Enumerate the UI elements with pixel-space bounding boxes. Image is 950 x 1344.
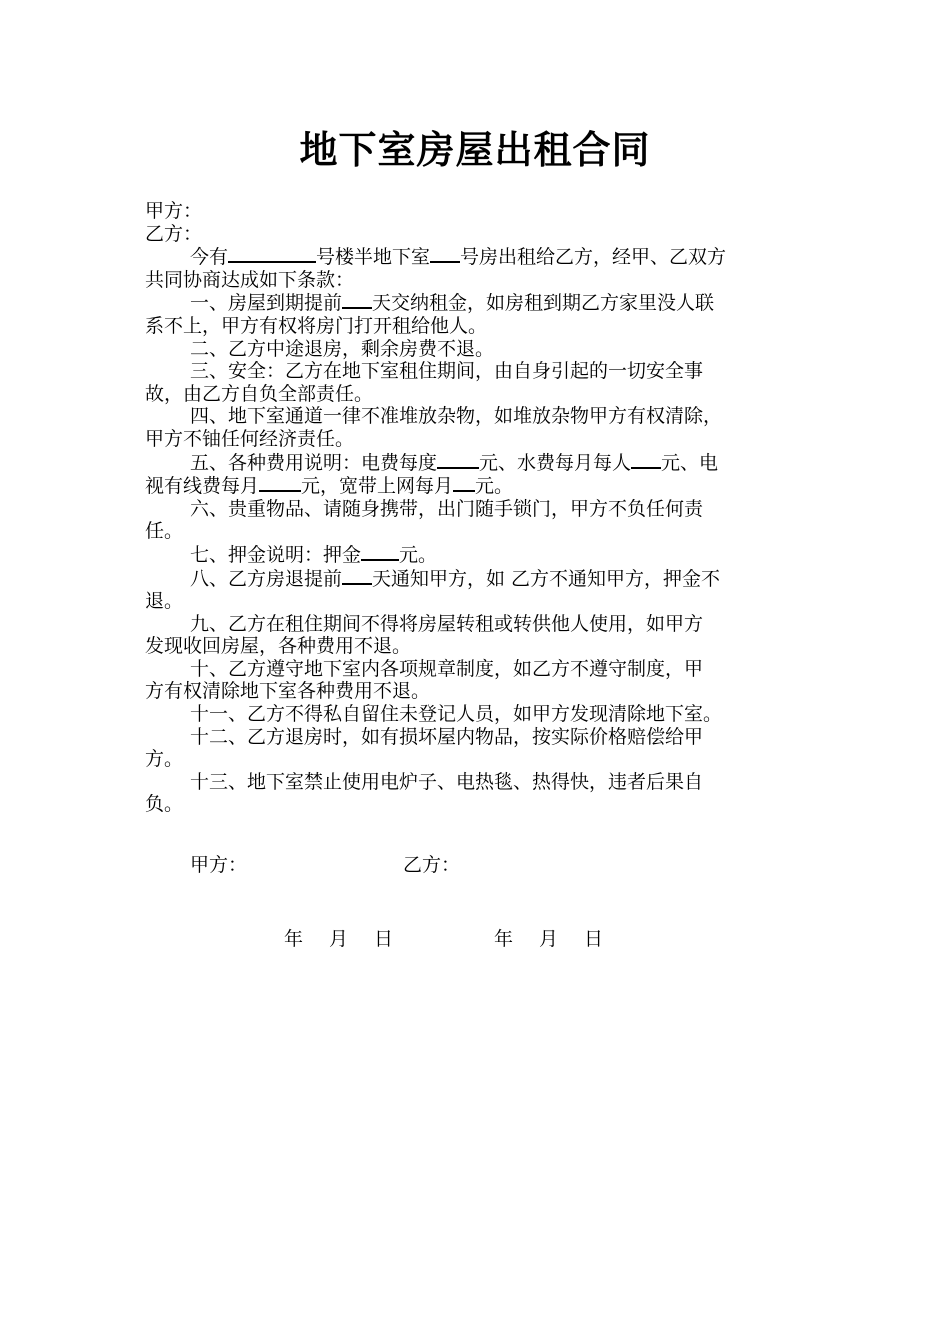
clause-11: 十一、乙方不得私自留住未登记人员，如甲方发现清除地下室。 bbox=[190, 703, 723, 726]
clause-2: 二、乙方中途退房，剩余房费不退。 bbox=[190, 337, 495, 360]
clause-8: 八、乙方房退提前 天通知甲方，如 乙方不通知甲方，押金不 退。 bbox=[145, 567, 721, 613]
clause-7: 七、押金说明：押金 元。 bbox=[190, 543, 438, 566]
blank-field bbox=[361, 543, 399, 561]
clause-1: 一、房屋到期提前 天交纳租金，如房租到期乙方家里没人联 系不上，甲方有权将房门打开租给他人。 bbox=[145, 292, 715, 337]
signature-party-b: 乙方： bbox=[403, 854, 461, 876]
clause-10: 十、乙方遵守地下室内各项规章制度，如乙方不遵守制度，甲 方有权清除地下室各种费用不退。 bbox=[145, 657, 704, 703]
signature-party-a: 甲方： bbox=[190, 854, 248, 876]
party-b-line: 乙方： bbox=[145, 222, 203, 245]
blank-field bbox=[430, 245, 460, 263]
blank-field bbox=[342, 291, 372, 309]
clause-3: 三、安全：乙方在地下室租住期间，由自身引起的一切安全事 故，由乙方自负全部责任。 bbox=[145, 360, 704, 405]
date-party-b: 年 月 日 bbox=[494, 928, 604, 950]
blank-field bbox=[228, 245, 316, 263]
clause-6: 六、贵重物品、请随身携带，出门随手锁门，甲方不负任何责 任。 bbox=[145, 497, 704, 543]
blank-field bbox=[259, 474, 301, 492]
blank-field bbox=[631, 451, 661, 469]
clause-5: 五、各种费用说明：电费每度 元、水费每月每人 元、电 视有线费每月 元，宽带上网每月 元。 bbox=[145, 451, 719, 498]
blank-field bbox=[342, 567, 372, 585]
clause-4: 四、地下室通道一律不准堆放杂物，如堆放杂物甲方有权清除， 甲方不铀任何经济责任。 bbox=[145, 405, 723, 450]
clause-13: 十三、地下室禁止使用电炉子、电热毯、热得快，违者后果自 负。 bbox=[145, 770, 704, 816]
date-party-a: 年 月 日 bbox=[284, 928, 394, 950]
blank-field bbox=[453, 474, 475, 492]
clause-9: 九、乙方在租住期间不得将房屋转租或转供他人使用，如甲方 发现收回房屋，各种费用不退。 bbox=[145, 612, 704, 658]
blank-field bbox=[437, 451, 479, 469]
clause-12: 十二、乙方退房时，如有损坏屋内物品，按实际价格赔偿给甲 方。 bbox=[145, 725, 704, 771]
intro-paragraph: 今有 号楼半地下室 号房出租给乙方，经甲、乙双方 共同协商达成如下条款： bbox=[145, 246, 727, 291]
party-a-line: 甲方： bbox=[145, 200, 203, 222]
contract-body bbox=[145, 200, 809, 816]
document-title: 地下室房屋出租合同 bbox=[299, 128, 651, 172]
